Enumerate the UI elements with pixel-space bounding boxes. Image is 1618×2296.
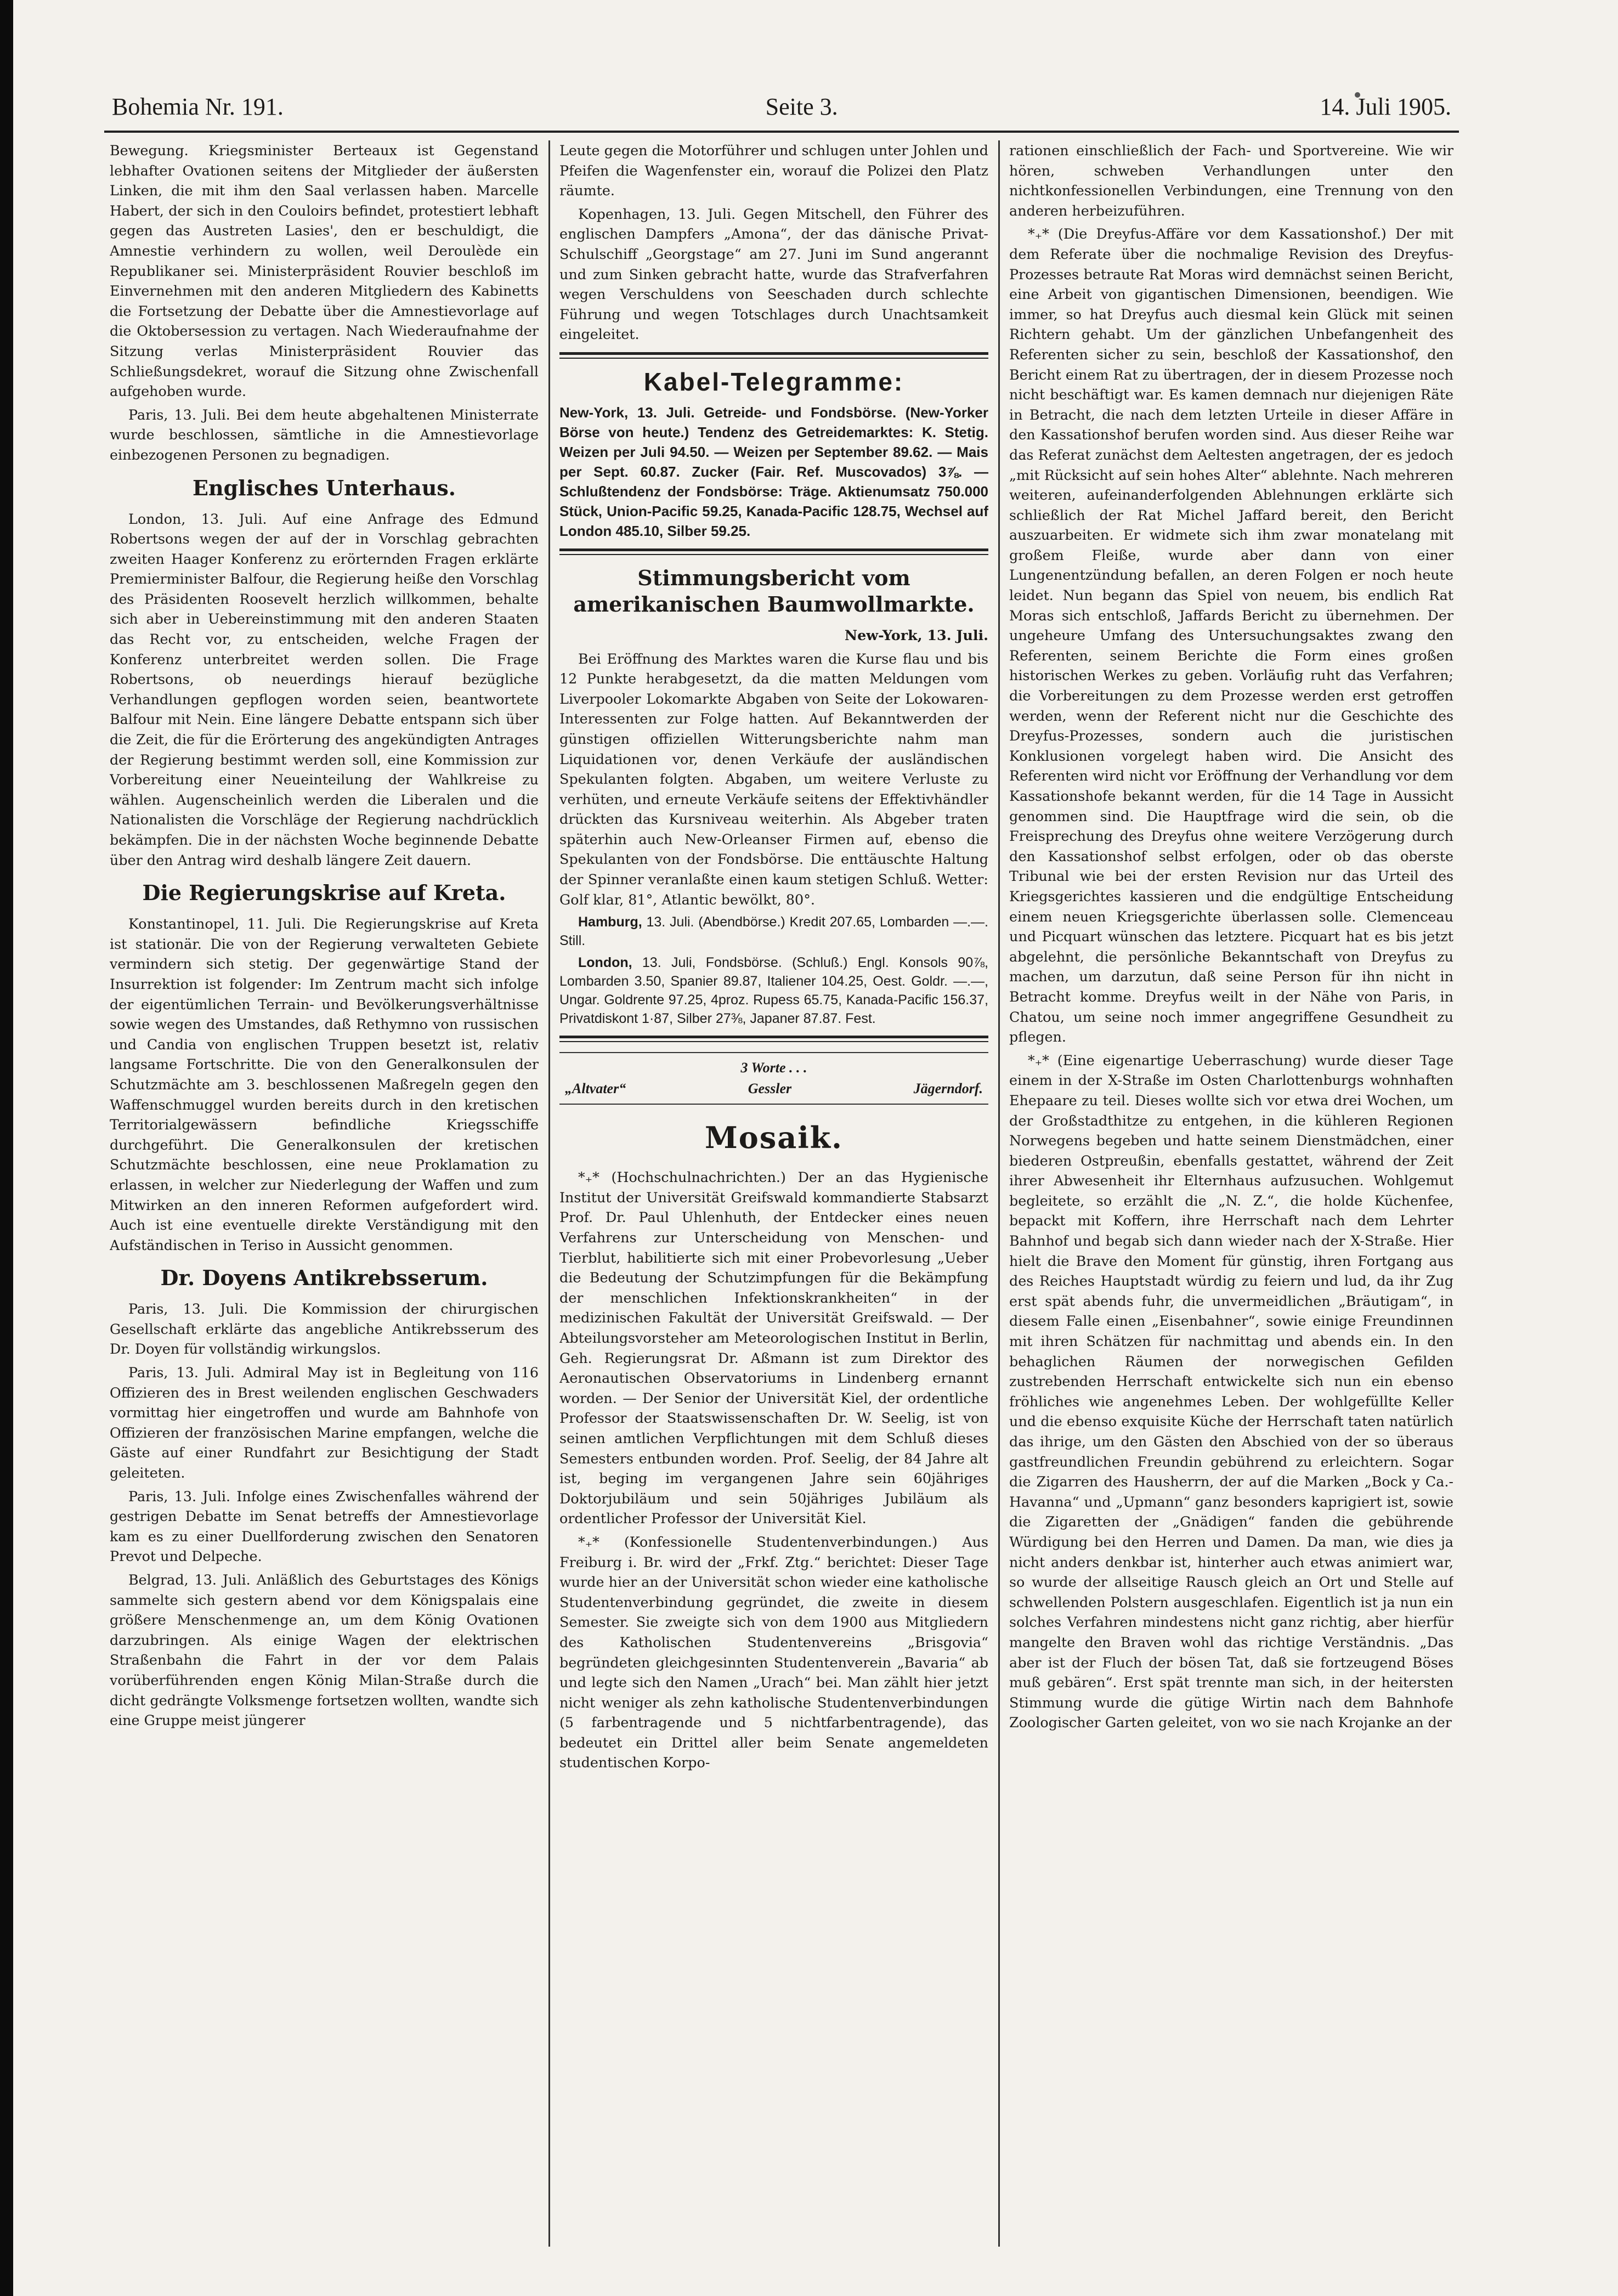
section-heading: Englisches Unterhaus. xyxy=(192,475,456,500)
section-divider xyxy=(559,352,988,359)
ad-word: Jägerndorf. xyxy=(913,1081,983,1097)
section-heading: Kabel-Telegramme: xyxy=(643,367,904,396)
section-heading: Stimmungsbericht vom amerikanischen Baumwollmarkte. xyxy=(573,565,975,617)
market-city: Hamburg, xyxy=(578,914,642,930)
article-paragraph: Paris, 13. Juli. Infolge eines Zwischenfalles während der gestrigen Debatte im Senat betreffs der Amnestievorlage kam es zu einer Duellforderung zwischen den Senatoren Prevot und Delpeche. xyxy=(110,1488,539,1565)
article-paragraph: *₊* (Konfessionelle Studentenverbindungen.) Aus Freiburg i. Br. wird der „Frkf. Ztg.“ berichtet: Dieser Tage wurde hier an der Universität schon wieder eine katholische Studentenverbindung gegründet, die zweite in diesem Semester. Sie zweigte sich von dem 1900 aus Mitgliedern des Katholischen Studentenvereins „Brisgovia“ begründeten gleichgesinnten Studentenverein „Bavaria“ ab und legte sich den Namen „Urach“ bei. Man zählt hier jetzt nicht weniger als zehn katholische Studentenverbindungen (5 farbentragende und 5 nichtfarbentragende), das bedeutet ein Drittel aller beim Senate angemeldeten studentischen Korpo- xyxy=(559,1533,988,1771)
column-rule xyxy=(548,140,550,2247)
cable-telegrams xyxy=(559,369,988,541)
ad-word: „Altvater“ xyxy=(565,1081,626,1097)
article-paragraph: Belgrad, 13. Juli. Anläßlich des Geburtstages des Königs sammelte sich gestern abend vor dem Königspalais eine größere Menschenmenge an, um dem König Ovationen darzubringen. Als einige Wagen der elektrischen Straßenbahn die Fahrt in der vor dem Palais vorüberführenden engen König Milan-Straße durch die dicht gedrängte Volksmenge fortsetzen wollten, wandte sich eine Gruppe meist jüngerer xyxy=(110,1571,539,1729)
cable-report: New-York, 13. Juli. Getreide- und Fondsbörse. (New-Yorker Börse von heute.) Tendenz des Getreidemarktes: K. Stetig. Weizen per Juli 94.50. — Weizen per September 89.62. — Mais per Sept. 60.87. Zucker (Fair. Ref. Muscovados) 3⅞. — Schlußtendenz der Fondsbörse: Träge. Aktienumsatz 750.000 Stück, Union-Pacific 59.25, Kanada-Pacific 128.75, Wechsel auf London 485.10, Silber 59.25. xyxy=(559,404,988,539)
page-number: Seite 3. xyxy=(765,93,838,120)
page-binding-edge xyxy=(0,0,13,2296)
running-header xyxy=(104,82,1459,133)
column-1 xyxy=(110,140,539,2247)
article-paragraph: *₊* (Eine eigenartige Ueberraschung) wurde dieser Tage einem in der X-Straße im Osten Charlottenburgs wohnhaften Ehepaare zu teil. Dieses wollte sich vor etwa drei Wochen, um der Großstadthitze zu entgehen, in die kühleren Regionen Norwegens begeben und hatte seinem Dienstmädchen, einer biederen Ostpreußin, ebenfalls gestattet, während der Zeit ihrer Abwesenheit ihr Elternhaus aufzusuchen. Wohlgemut begleitete, so erzählt die „N. Z.“, die holde Küchenfee, bepackt mit Koffern, ihre Herrschaft nach dem Lehrter Bahnhof und begab sich dann wieder nach der X-Straße. Hier hielt die Brave den Moment für günstig, ihren Fortgang aus des Reiches Hauptstadt würdig zu feiern und lud, da ihr Zug erst spät abends fuhr, die unvermeidlichen „Bräutigam“, in diesem Falle einen „Eisenbahner“, sowie einige Freundinnen mit ihren Schätzen für nachmittag und abends ein. In den behaglichen Räumen der norwegischen Gefilden zustrebenden Herrschaft entwickelte sich nun ein ebenso fröhliches wie angenehmes Leben. Der wohlgefüllte Keller und die ebenso exquisite Küche der Herrschaft taten natürlich das ihrige, um den Gästen den Abschied von der so überaus gastfreundlichen Freundin gebührend zu erleichtern. Sogar die Zigarren des Hausherrn, der auf die Marken „Bock y Ca.-Havanna“ und „Upmann“ ganz besonders kaprigiert ist, sowie die Zigaretten der „Gnädigen“ fanden die gebührende Würdigung bei den Herren und Damen. Da man, wie dies ja nicht anders denkbar ist, hinterher auch etwas animiert war, so wurde der allseitige Rausch gleich an Ort und Stelle auf schwellenden Polstern ausgeschlafen. Eigentlich ist ja nun ein solches Verfahren mindestens nicht ganz richtig, aber hierfür mangelte den Braven wohl das richtige Verständnis. „Das aber ist der Fluch der bösen Tat, daß sie fortzeugend Böses muß gebären“. Erst spät trennte man sich, in der heitersten Stimmung wurde die gütige Wirtin nach dem Bahnhofe Zoologischer Garten geleitet, von wo sie nach Krojanke an der xyxy=(1009,1051,1453,1731)
article-paragraph: Leute gegen die Motorführer und schlugen unter Johlen und Pfeifen die Wagenfenster ein, worauf die Polizei den Platz räumte. xyxy=(559,142,988,199)
article-paragraph: rationen einschließlich der Fach- und Sportvereine. Wie wir hören, schweben Verhandlungen unter den nichtkonfessionellen Verbindungen, eine Trennung von den anderen herbeizuführen. xyxy=(1009,142,1453,219)
article-paragraph: Paris, 13. Juli. Admiral May ist in Begleitung von 116 Offizieren des in Brest weilenden englischen Geschwaders vormittag hier eingetroffen und wurde am Bahnhofe von Offizieren der französischen Marine empfangen, welche die Gäste auf einer Rundfahrt zur Besichtigung der Stadt geleiteten. xyxy=(110,1364,539,1481)
section-heading: Mosaik. xyxy=(705,1120,843,1156)
section-divider xyxy=(559,1036,988,1042)
section-divider xyxy=(559,548,988,555)
advertisement xyxy=(559,1052,988,1105)
issue-date: 14. Juli 1905. xyxy=(1320,93,1451,120)
paper-issue: Bohemia Nr. 191. xyxy=(112,93,284,120)
section-heading: Die Regierungskrise auf Kreta. xyxy=(142,880,506,906)
article-paragraph: Kopenhagen, 13. Juli. Gegen Mitschell, den Führer des englischen Dampfers „Amona“, der das dänische Privat-Schulschiff „Georgstage“ am 27. Juni im Sund angerannt und zum Sinken gebracht hatte, wurde das Strafverfahren wegen Verschuldens von Seeschaden durch schlechte Führung und wegen Totschlages durch Unachtsamkeit eingeleitet. xyxy=(559,205,988,343)
article-paragraph: *₊* (Die Dreyfus-Affäre vor dem Kassationshof.) Der mit dem Referate über die nochmalige Revision des Dreyfus-Prozesses betraute Rat Moras wird demnächst seinen Bericht, eine Arbeit von gigantischen Dimensionen, beendigen. Wie immer, so hat Dreyfus auch diesmal kein Glück mit seinen Richtern gehabt. Um der gänzlichen Unbefangenheit des Referenten sicher zu sein, beschloß der Kassationshof, den Bericht einem Rat zu übertragen, der in diesem Prozesse noch nicht beschäftigt war. Es kamen demnach nur diejenigen Räte in Betracht, die nach dem letzten Urteile in dieser Affäre in den Kassationshof berufen worden sind. Aus dieser Reihe war das Referat zunächst dem Aeltesten angetragen, der es jedoch „mit Rücksicht auf sein hohes Alter“ ablehnte. Nach mehreren weiteren, aufeinanderfolgenden Ablehnungen erklärte sich schließlich der Rat Michel Jaffard bereit, den Bericht auszuarbeiten. Er widmete sich ihm zwar monatelang mit großem Fleiße, wurde aber dann von einer Lungenentzündung befallen, an deren Folgen er noch heute leidet. Nun begann das Spiel von neuem, bis endlich Rat Moras sich entschloß, Jaffards Bericht zu übernehmen. Der ungeheure Umfang des Untersuchungsaktes zwang den Referenten, seinem Berichte die Form eines großen historischen Werkes zu geben. Vorläufig ruht das Verfahren; die Vorbereitungen zu dem Prozesse werden erst getroffen werden, wenn der Referent nicht nur die Geschichte des Dreyfus-Prozesses, sondern auch die juristischen Konklusionen vorgelegt haben wird. Die Ansicht des Referenten wird nicht vor Eröffnung der Verhandlung vor dem Kassationshofe bekannt werden, für die 14 Tage in Aussicht genommen sind. Die Hauptfrage wird die sein, ob die Freisprechung des Dreyfus ohne weitere Verzögerung durch den Kassationshof selbst erfolgen, oder ob das oberste Tribunal wie bei der ersten Revision nur das Urteil des Kriegsgerichtes kassieren und die endgültige Entscheidung einem neuen Kriegsgerichte überlassen solle. Clemenceau und Picquart wünschen das letztere. Picquart hat es bis jetzt abgelehnt, die persönliche Bekanntschaft von Dreyfus zu machen, um darzutun, daß seine Person für ihn nicht in Betracht komme. Dreyfus weilt in der Nähe von Paris, in Chatou, um seine noch immer angegriffene Gesundheit zu pflegen. xyxy=(1009,225,1453,1045)
dateline: New-York, 13. Juli. xyxy=(844,626,988,643)
market-text: 13. Juli, Fondsbörse. (Schluß.) Engl. Konsols 90⅞, Lombarden 3.50, Spanier 89.87, Italiener 104.25, Oest. Goldr. —.—, Ungar. Goldrente 97.25, 4proz. Rupess 65.75, Kanada-Pacific 156.37, Privatdiskont 1·87, Silber 27⅜, Japaner 87.87. Fest. xyxy=(559,955,988,1027)
section-heading: Dr. Doyens Antikrebsserum. xyxy=(160,1265,488,1291)
article-paragraph: *₊* (Hochschulnachrichten.) Der an das Hygienische Institut der Universität Greifswald kommandierte Stabsarzt Prof. Dr. Paul Uhlenhuth, der Entdecker eines neuen Verfahrens zur Unterscheidung von Menschen- und Tierblut, habilitierte sich mit einer Probevorlesung „Ueber die Bedeutung der Schutzimpfungen für die Bekämpfung der menschlichen Infektionskrankheiten“ in der medizinischen Fakultät der Universität Greifswald. — Der Abteilungsvorsteher am Meteorologischen Institut in Berlin, Geh. Regierungsrat Dr. Aßmann ist zum Direktor des Aeronautischen Observatoriums in Lindenberg ernannt worden. — Der Senior der Universität Kiel, der ordentliche Professor der Staatswissenschaften Dr. W. Seelig, ist von seinen amtlichen Verpflichtungen mit dem Schluß dieses Semesters entbunden worden. Prof. Seelig, der 84 Jahre alt ist, beging im vergangenen Jahre sein 60jähriges Doktorjubiläum und sein 50jähriges Jubiläum als ordentlicher Professor der Universität Kiel. xyxy=(559,1169,988,1527)
market-text: 13. Juli. (Abendbörse.) Kredit 207.65, Lombarden —.—. Still. xyxy=(559,914,988,949)
market-city: London, xyxy=(578,955,632,971)
article-paragraph: Konstantinopel, 11. Juli. Die Regierungskrise auf Kreta ist stationär. Die von der Regierung verwalteten Gebiete vermindern sich stetig. Der gegenwärtige Stand der Insurrektion ist folgender: Im Zentrum macht sich infolge der eigentümlichen Terrain- und Bevölkerungsverhältnisse sowie wegen des Umstandes, daß Rethymno von russischen und Candia von englischen Truppen besetzt ist, relativ langsame Fortschritte. Die von den Generalkonsulen der Schutzmächte am 3. beschlossenen Maßregeln gegen den Waffenschmuggel wurden bereits durch in den kretischen Territorialgewässern befindliche Kriegsschiffe durchgeführt. Die Generalkonsulen der kretischen Schutzmächte beschlossen, eine neue Proklamation zu erlassen, in welcher zur Niederlegung der Waffen und zum Mitwirken an den inneren Reformen aufgefordert wird. Auch ist eine eventuelle direkte Verständigung mit den Aufständischen in Teriso in Aussicht genommen. xyxy=(110,915,539,1253)
column-3 xyxy=(1009,140,1453,2247)
market-report-london xyxy=(559,953,988,1028)
ad-word: Gessler xyxy=(748,1081,792,1097)
ad-headline: 3 Worte . . . xyxy=(740,1060,807,1076)
newspaper-page xyxy=(104,82,1459,2254)
article-paragraph: London, 13. Juli. Auf eine Anfrage des Edmund Robertsons wegen der auf der in Vorschlag gebrachten zweiten Haager Konferenz zu erörternden Fragen erklärte Premierminister Balfour, die Regierung heiße den Vorschlag des Präsidenten Roosevelt herzlich willkommen, behalte sich aber in Uebereinstimmung mit den anderen Staaten das Recht vor, zu entscheiden, welche Fragen der Konferenz unterbreitet werden sollen. Die Frage Robertsons, ob neuerdings hierauf bezügliche Verhandlungen gepflogen worden seien, beantwortete Balfour mit Nein. Eine längere Debatte entspann sich über die Zeit, die für die Erörterung des angekündigten Antrages der Regierung bestimmt werden soll, eine Kommission zur Vorbereitung einer Neueinteilung der Wahlkreise zu wählen. Augenscheinlich werden die Liberalen und die Nationalisten die Vorschläge der Regierung nachdrücklich bekämpfen. Die in der nächsten Woche beginnende Debatte über den Antrag wird deshalb längere Zeit dauern. xyxy=(110,510,539,868)
column-2 xyxy=(559,140,988,2247)
article-paragraph: Bewegung. Kriegsminister Berteaux ist Gegenstand lebhafter Ovationen seitens der Mitglieder der äußersten Linken, die mit ihm den Saal verlassen haben. Marcelle Habert, der sich in den Couloirs befindet, protestiert lebhaft gegen das Austreten Lasies', den er beschuldigt, die Amnestie verhindern zu wollen, weil Deroulède ein Republikaner sei. Ministerpräsident Rouvier beschloß im Einvernehmen mit den anderen Mitgliedern des Kabinetts die Fortsetzung der Debatte über die Amnestievorlage auf die Oktobersession zu vertagen. Nach Wiederaufnahme der Sitzung verlas Ministerpräsident Rouvier das Schließungsdekret, worauf die Sitzung ohne Zwischenfall aufgehoben wurde. xyxy=(110,142,539,400)
article-paragraph: Paris, 13. Juli. Bei dem heute abgehaltenen Ministerrate wurde beschlossen, sämtliche in die Amnestievorlage einbezogenen Personen zu begnadigen. xyxy=(110,406,539,463)
ad-words xyxy=(565,1076,983,1097)
market-reports xyxy=(559,913,988,1028)
column-area xyxy=(104,140,1459,2247)
article-paragraph: Paris, 13. Juli. Die Kommission der chirurgischen Gesellschaft erklärte das angebliche Antikrebsserum des Dr. Doyen für vollständig wirkungslos. xyxy=(110,1300,539,1358)
market-report-hamburg xyxy=(559,913,988,950)
article-paragraph: Bei Eröffnung des Marktes waren die Kurse flau und bis 12 Punkte herabgesetzt, da die matten Meldungen vom Liverpooler Lokomarkte Abgaben von Seite der Lokowaren-Interessenten zur Folge hatten. Auf Bekanntwerden der günstigen offiziellen Witterungsberichte nahm man Liquidationen vor, denen Verkäufe der ausländischen Spekulanten folgten. Abgaben, um weitere Verluste zu verhüten, und erneute Verkäufe seitens der Effektivhändler drückten das Kursniveau weiterhin. Als Abgeber traten späterhin auch New-Orleanser Firmen auf, ebenso die Spekulanten von der Fondsbörse. Die enttäuschte Haltung der Spinner veranlaßte einen kaum stetigen Schluß. Wetter: Golf klar, 81°, Atlantic bewölkt, 80°. xyxy=(559,650,988,908)
column-rule xyxy=(998,140,1000,2247)
